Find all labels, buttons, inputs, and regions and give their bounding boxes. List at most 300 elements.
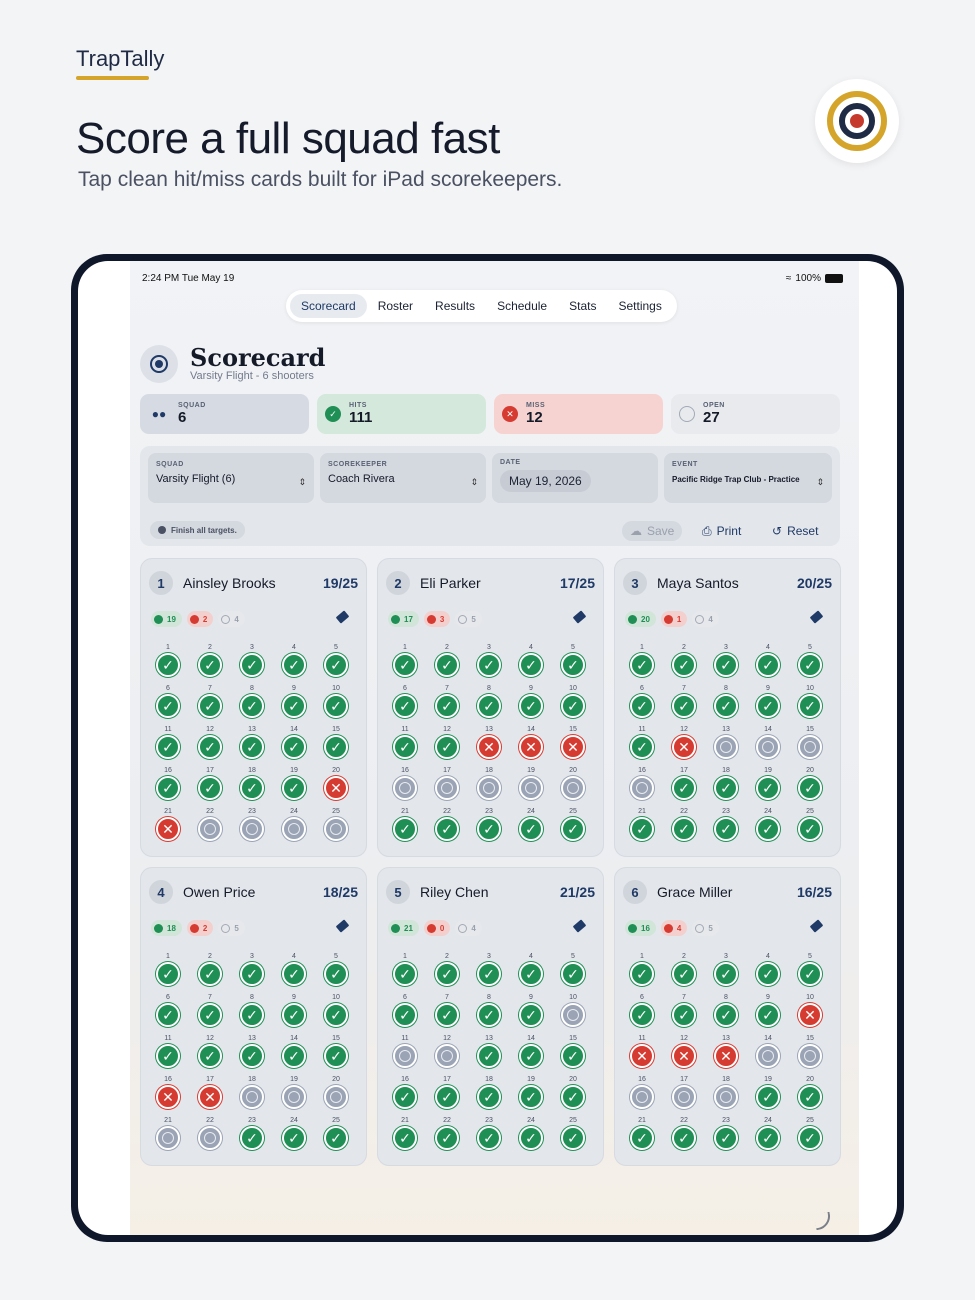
status-notice [150,521,245,539]
target-cell [384,766,426,806]
hit-toggle[interactable]: ✓ [672,1126,696,1150]
target-cell [147,725,189,765]
shooter-number: 1 [149,571,173,595]
target-cell [789,684,831,724]
hit-toggle[interactable]: ✓ [240,694,264,718]
hit-toggle[interactable]: ✓ [435,962,459,986]
target-cell [705,993,747,1033]
hit-toggle[interactable]: ✓ [282,776,306,800]
target-number: 21 [401,808,409,815]
hits-chip [625,920,656,936]
miss-toggle[interactable]: ✕ [156,817,180,841]
hit-toggle[interactable]: ✓ [435,817,459,841]
target-number: 3 [250,644,254,651]
filter-panel [140,446,840,546]
target-cell [384,643,426,683]
open-toggle[interactable] [714,735,738,759]
reset-button[interactable] [772,521,818,541]
hit-toggle[interactable]: ✓ [630,1126,654,1150]
print-button[interactable] [702,521,741,541]
eraser-icon[interactable] [573,610,587,623]
hit-toggle[interactable]: ✓ [477,1044,501,1068]
brand-name: TrapTally [76,46,165,71]
stat-open [671,394,840,434]
hit-toggle[interactable]: ✓ [630,735,654,759]
hit-toggle[interactable]: ✓ [477,817,501,841]
shooter-name: Riley Chen [420,884,489,900]
miss-toggle[interactable]: ✕ [198,1085,222,1109]
hit-toggle[interactable]: ✓ [240,735,264,759]
open-toggle[interactable] [672,1085,696,1109]
hit-toggle[interactable]: ✓ [324,1003,348,1027]
hit-toggle[interactable]: ✓ [630,1003,654,1027]
hit-toggle[interactable]: ✓ [198,1003,222,1027]
hit-toggle[interactable]: ✓ [630,962,654,986]
circle-icon [695,924,704,933]
target-number: 23 [485,808,493,815]
miss-toggle[interactable]: ✕ [630,1044,654,1068]
hit-toggle[interactable]: ✓ [324,694,348,718]
hit-toggle[interactable]: ✓ [756,776,780,800]
target-cell [663,643,705,683]
target-number: 11 [401,1035,409,1042]
target-cell [552,1116,594,1156]
open-toggle[interactable] [756,735,780,759]
hit-toggle[interactable]: ✓ [798,1126,822,1150]
target-cell [273,1034,315,1074]
hit-toggle[interactable]: ✓ [156,735,180,759]
target-cell [426,1034,468,1074]
open-toggle[interactable] [156,1126,180,1150]
hit-toggle[interactable]: ✓ [561,694,585,718]
target-cell [189,993,231,1033]
hit-toggle[interactable]: ✓ [561,962,585,986]
hit-toggle[interactable]: ✓ [630,694,654,718]
misses-count: 0 [439,923,445,933]
hit-toggle[interactable]: ✓ [756,817,780,841]
target-number: 15 [569,1035,577,1042]
target-number: 13 [248,726,256,733]
target-cell [231,684,273,724]
hit-toggle[interactable]: ✓ [393,962,417,986]
hit-toggle[interactable]: ✓ [519,1085,543,1109]
target-cell [468,684,510,724]
hits-count: 16 [641,923,650,933]
miss-toggle[interactable]: ✕ [324,776,348,800]
target-cell [147,1034,189,1074]
shooter-header [623,571,832,595]
hits-chip [388,920,419,936]
hit-toggle[interactable]: ✓ [435,1085,459,1109]
open-toggle[interactable] [198,817,222,841]
hit-toggle[interactable]: ✓ [477,694,501,718]
target-number: 15 [332,726,340,733]
hit-toggle[interactable]: ✓ [393,1126,417,1150]
hit-toggle[interactable]: ✓ [324,735,348,759]
target-cell [468,1116,510,1156]
open-toggle[interactable] [198,1126,222,1150]
hit-toggle[interactable]: ✓ [672,962,696,986]
target-cell [663,1116,705,1156]
hit-toggle[interactable]: ✓ [756,653,780,677]
target-cell [426,1075,468,1115]
hit-toggle[interactable]: ✓ [519,694,543,718]
hit-toggle[interactable]: ✓ [519,653,543,677]
cloud-icon: ☁ [630,524,642,538]
hit-toggle[interactable]: ✓ [714,962,738,986]
target-grid [621,643,831,847]
open-chip [218,611,244,627]
hit-toggle[interactable]: ✓ [435,694,459,718]
target-number: 22 [206,808,214,815]
open-chip [218,920,244,936]
target-number: 24 [764,808,772,815]
target-cell [705,725,747,765]
target-cell [789,952,831,992]
target-cell [426,952,468,992]
target-cell [789,1034,831,1074]
target-cell [747,952,789,992]
misses-chip [187,611,213,627]
hit-toggle[interactable]: ✓ [477,962,501,986]
target-number: 19 [527,767,535,774]
hit-toggle[interactable]: ✓ [393,694,417,718]
tab-schedule[interactable]: Schedule [497,299,548,313]
target-number: 16 [638,767,646,774]
filter-value: Varsity Flight (6) [156,473,236,485]
target-cell [315,1034,357,1074]
shooter-grid [140,558,840,1166]
open-toggle[interactable] [393,776,417,800]
hit-toggle[interactable]: ✓ [282,735,306,759]
stat-miss [494,394,663,434]
hit-toggle[interactable]: ✓ [240,1003,264,1027]
shooter-score: 16/25 [796,884,832,900]
target-cell [552,993,594,1033]
hit-toggle[interactable]: ✓ [519,1003,543,1027]
target-number: 18 [485,1076,493,1083]
hit-toggle[interactable]: ✓ [198,735,222,759]
hit-toggle[interactable]: ✓ [714,1003,738,1027]
hit-toggle[interactable]: ✓ [798,653,822,677]
hit-toggle[interactable]: ✓ [756,962,780,986]
target-number: 8 [487,685,491,692]
hit-toggle[interactable]: ✓ [240,1126,264,1150]
hit-toggle[interactable]: ✓ [477,653,501,677]
target-number: 10 [806,685,814,692]
hit-toggle[interactable]: ✓ [435,1003,459,1027]
target-number: 21 [401,1117,409,1124]
hit-toggle[interactable]: ✓ [477,1003,501,1027]
open-toggle[interactable] [282,1085,306,1109]
printer-icon: ⎙ [702,523,712,538]
hit-toggle[interactable]: ✓ [198,1044,222,1068]
open-toggle[interactable] [435,1044,459,1068]
open-count: 4 [708,614,713,624]
target-cell [747,766,789,806]
open-toggle[interactable] [561,776,585,800]
target-logo-icon [815,79,899,163]
hit-toggle[interactable]: ✓ [156,962,180,986]
target-grid [147,643,357,847]
target-cell [621,952,663,992]
eraser-icon[interactable] [336,610,350,623]
hit-toggle[interactable]: ✓ [156,653,180,677]
open-toggle[interactable] [519,776,543,800]
shooter-number: 4 [149,880,173,904]
hit-toggle[interactable]: ✓ [282,1044,306,1068]
target-cell [231,952,273,992]
hit-toggle[interactable]: ✓ [756,1085,780,1109]
target-cell [426,684,468,724]
hit-toggle[interactable]: ✓ [324,653,348,677]
open-toggle[interactable] [756,1044,780,1068]
filter-label: SQUAD [156,461,184,468]
brand-underline [76,76,149,80]
hit-toggle[interactable]: ✓ [324,962,348,986]
shooter-header [623,880,832,904]
chevron-updown-icon: ⇕ [298,477,306,487]
target-number: 18 [722,1076,730,1083]
open-toggle[interactable] [324,1085,348,1109]
hit-toggle[interactable]: ✓ [756,694,780,718]
open-toggle[interactable] [477,776,501,800]
target-number: 23 [485,1117,493,1124]
stat-squad [140,394,309,434]
miss-toggle[interactable]: ✕ [519,735,543,759]
target-cell [789,1116,831,1156]
miss-toggle[interactable]: ✕ [672,735,696,759]
hit-toggle[interactable]: ✓ [714,694,738,718]
hit-toggle[interactable]: ✓ [435,735,459,759]
hit-toggle[interactable]: ✓ [435,653,459,677]
hit-toggle[interactable]: ✓ [630,653,654,677]
target-number: 17 [680,767,688,774]
hit-toggle[interactable]: ✓ [519,1126,543,1150]
hit-toggle[interactable]: ✓ [561,817,585,841]
miss-toggle[interactable]: ✕ [156,1085,180,1109]
hit-toggle[interactable]: ✓ [798,817,822,841]
open-toggle[interactable] [798,735,822,759]
miss-toggle[interactable]: ✕ [672,1044,696,1068]
shooter-score: 17/25 [559,575,595,591]
target-cell [231,766,273,806]
target-number: 23 [722,1117,730,1124]
resize-handle-icon [814,1212,833,1231]
tab-results[interactable]: Results [435,299,476,313]
miss-toggle[interactable]: ✕ [561,735,585,759]
open-toggle[interactable] [324,817,348,841]
hit-toggle[interactable]: ✓ [282,653,306,677]
hit-toggle[interactable]: ✓ [156,694,180,718]
check-icon [391,615,400,624]
filter-label: EVENT [672,461,698,468]
hit-toggle[interactable]: ✓ [672,817,696,841]
hit-toggle[interactable]: ✓ [324,1044,348,1068]
hit-toggle[interactable]: ✓ [798,694,822,718]
target-number: 25 [806,808,814,815]
target-cell [510,684,552,724]
hit-toggle[interactable]: ✓ [561,1044,585,1068]
hit-toggle[interactable]: ✓ [672,776,696,800]
scorekeeper-select[interactable] [320,453,486,503]
open-toggle[interactable] [798,1044,822,1068]
stat-value: 27 [703,409,720,426]
target-cell [789,766,831,806]
target-number: 7 [445,685,449,692]
target-number: 12 [206,1035,214,1042]
target-cell [552,807,594,847]
hit-toggle[interactable]: ✓ [435,1126,459,1150]
hit-toggle[interactable]: ✓ [198,962,222,986]
miss-toggle[interactable]: ✕ [477,735,501,759]
target-cell [663,684,705,724]
target-cell [189,684,231,724]
hit-toggle[interactable]: ✓ [393,817,417,841]
circle-icon [679,406,695,422]
hit-toggle[interactable]: ✓ [240,653,264,677]
hit-toggle[interactable]: ✓ [240,776,264,800]
target-cell [147,1116,189,1156]
hit-toggle[interactable]: ✓ [393,1085,417,1109]
hit-toggle[interactable]: ✓ [714,653,738,677]
open-toggle[interactable] [630,776,654,800]
tab-roster[interactable]: Roster [377,299,414,313]
hit-toggle[interactable]: ✓ [756,1003,780,1027]
hit-toggle[interactable]: ✓ [714,817,738,841]
eraser-icon[interactable] [573,919,587,932]
hit-toggle[interactable]: ✓ [756,1126,780,1150]
hit-toggle[interactable]: ✓ [561,653,585,677]
open-toggle[interactable] [240,1085,264,1109]
shooter-number: 3 [623,571,647,595]
hit-toggle[interactable]: ✓ [156,1044,180,1068]
target-cell [426,725,468,765]
target-cell [315,1075,357,1115]
open-toggle[interactable] [240,817,264,841]
hits-count: 19 [167,614,176,624]
info-icon [158,526,166,534]
eraser-icon[interactable] [810,919,824,932]
target-number: 1 [166,953,170,960]
hit-toggle[interactable]: ✓ [282,1003,306,1027]
target-cell [468,643,510,683]
target-number: 13 [248,1035,256,1042]
target-cell [468,725,510,765]
hit-toggle[interactable]: ✓ [393,653,417,677]
target-number: 14 [764,726,772,733]
notice-text: Finish all targets. [171,525,237,535]
miss-toggle[interactable]: ✕ [714,1044,738,1068]
hit-toggle[interactable]: ✓ [798,1085,822,1109]
hit-toggle[interactable]: ✓ [240,1044,264,1068]
target-cell [189,1075,231,1115]
tab-settings[interactable]: Settings [618,299,662,313]
hit-toggle[interactable]: ✓ [561,1126,585,1150]
target-cell [384,1116,426,1156]
open-toggle[interactable] [282,817,306,841]
hit-toggle[interactable]: ✓ [714,1126,738,1150]
squad-select[interactable] [148,453,314,503]
hit-toggle[interactable]: ✓ [672,653,696,677]
target-number: 15 [806,1035,814,1042]
hit-toggle[interactable]: ✓ [798,962,822,986]
target-number: 21 [164,808,172,815]
target-cell [747,1034,789,1074]
open-toggle[interactable] [630,1085,654,1109]
target-cell [189,952,231,992]
target-number: 6 [166,685,170,692]
eraser-icon[interactable] [810,610,824,623]
target-cell [468,807,510,847]
target-cell [705,1075,747,1115]
target-cell [552,766,594,806]
target-cell [552,1034,594,1074]
target-cell [468,1075,510,1115]
hit-toggle[interactable]: ✓ [156,776,180,800]
hit-toggle[interactable]: ✓ [393,735,417,759]
hit-toggle[interactable]: ✓ [198,694,222,718]
date-value[interactable]: May 19, 2026 [500,470,591,492]
hit-toggle[interactable]: ✓ [156,1003,180,1027]
date-picker[interactable] [492,453,658,503]
target-number: 8 [724,685,728,692]
tab-stats[interactable]: Stats [569,299,597,313]
open-toggle[interactable] [435,776,459,800]
target-cell [747,993,789,1033]
open-toggle[interactable] [714,1085,738,1109]
hit-toggle[interactable]: ✓ [477,1085,501,1109]
hit-toggle[interactable]: ✓ [519,962,543,986]
hit-toggle[interactable]: ✓ [798,776,822,800]
target-number: 25 [569,1117,577,1124]
miss-toggle[interactable]: ✕ [798,1003,822,1027]
hit-toggle[interactable]: ✓ [714,776,738,800]
hit-toggle[interactable]: ✓ [519,817,543,841]
hit-toggle[interactable]: ✓ [561,1085,585,1109]
hit-toggle[interactable]: ✓ [240,962,264,986]
hit-toggle[interactable]: ✓ [324,1126,348,1150]
open-toggle[interactable] [393,1044,417,1068]
hit-toggle[interactable]: ✓ [282,694,306,718]
target-cell [315,993,357,1033]
target-number: 24 [290,1117,298,1124]
tab-scorecard[interactable]: Scorecard [290,294,367,318]
target-number: 19 [290,1076,298,1083]
target-number: 1 [166,644,170,651]
eraser-icon[interactable] [336,919,350,932]
open-toggle[interactable] [561,1003,585,1027]
target-number: 1 [403,644,407,651]
shooter-name: Maya Santos [657,575,739,591]
hit-toggle[interactable]: ✓ [198,653,222,677]
hit-toggle[interactable]: ✓ [282,962,306,986]
stats-row [140,394,840,434]
hit-toggle[interactable]: ✓ [477,1126,501,1150]
save-button[interactable] [622,521,682,541]
hit-toggle[interactable]: ✓ [282,1126,306,1150]
hit-toggle[interactable]: ✓ [630,817,654,841]
hit-toggle[interactable]: ✓ [672,1003,696,1027]
hit-toggle[interactable]: ✓ [519,1044,543,1068]
target-cell [231,643,273,683]
target-number: 9 [529,685,533,692]
event-select[interactable] [664,453,832,503]
target-cell [705,766,747,806]
hit-toggle[interactable]: ✓ [672,694,696,718]
hit-toggle[interactable]: ✓ [198,776,222,800]
hit-toggle[interactable]: ✓ [393,1003,417,1027]
